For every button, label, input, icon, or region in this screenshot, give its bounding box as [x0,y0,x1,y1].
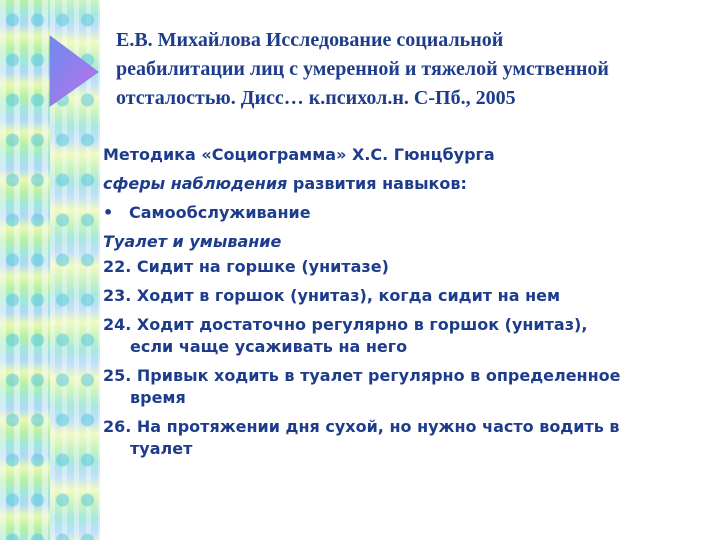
item-line: 24. Ходит достаточно регулярно в горшок (унитаз), [103,315,588,334]
spheres-italic: сферы наблюдения [103,174,288,193]
bullet-item [103,198,713,227]
item-line: 25. Привык ходить в туалет регулярно в определенное [103,366,621,385]
item-continuation: туалет [130,439,193,458]
bullet-icon: • [103,203,114,222]
list-item [103,285,713,307]
item-continuation: если чаще усаживать на него [130,337,408,356]
list-item [103,314,713,358]
subheading: Туалет и умывание [103,232,282,251]
slide-body [103,140,713,467]
slide-title [116,26,712,113]
list-item [103,416,713,460]
bullet-text: Самообслуживание [129,203,311,222]
method-line: Методика «Социограмма» Х.С. Гюнцбурга [103,145,495,164]
list-item [103,256,713,278]
item-line: 23. Ходит в горшок (унитаз), когда сидит на нем [103,286,561,305]
item-line: 22. Сидит на горшке (унитазе) [103,257,389,276]
spheres-line [103,169,713,198]
title-line-2: реабилитации лиц с умеренной и тяжелой умственной [116,58,609,80]
title-line-1: Е.В. Михайлова Исследование социальной [116,29,504,51]
spheres-rest: развития навыков: [287,174,467,193]
list-item [103,365,713,409]
title-line-3: отсталостью. Дисс… к.психол.н. С-Пб., 2005 [116,87,516,109]
item-line: 26. На протяжении дня сухой, но нужно часто водить в [103,417,620,436]
item-continuation: время [130,388,186,407]
